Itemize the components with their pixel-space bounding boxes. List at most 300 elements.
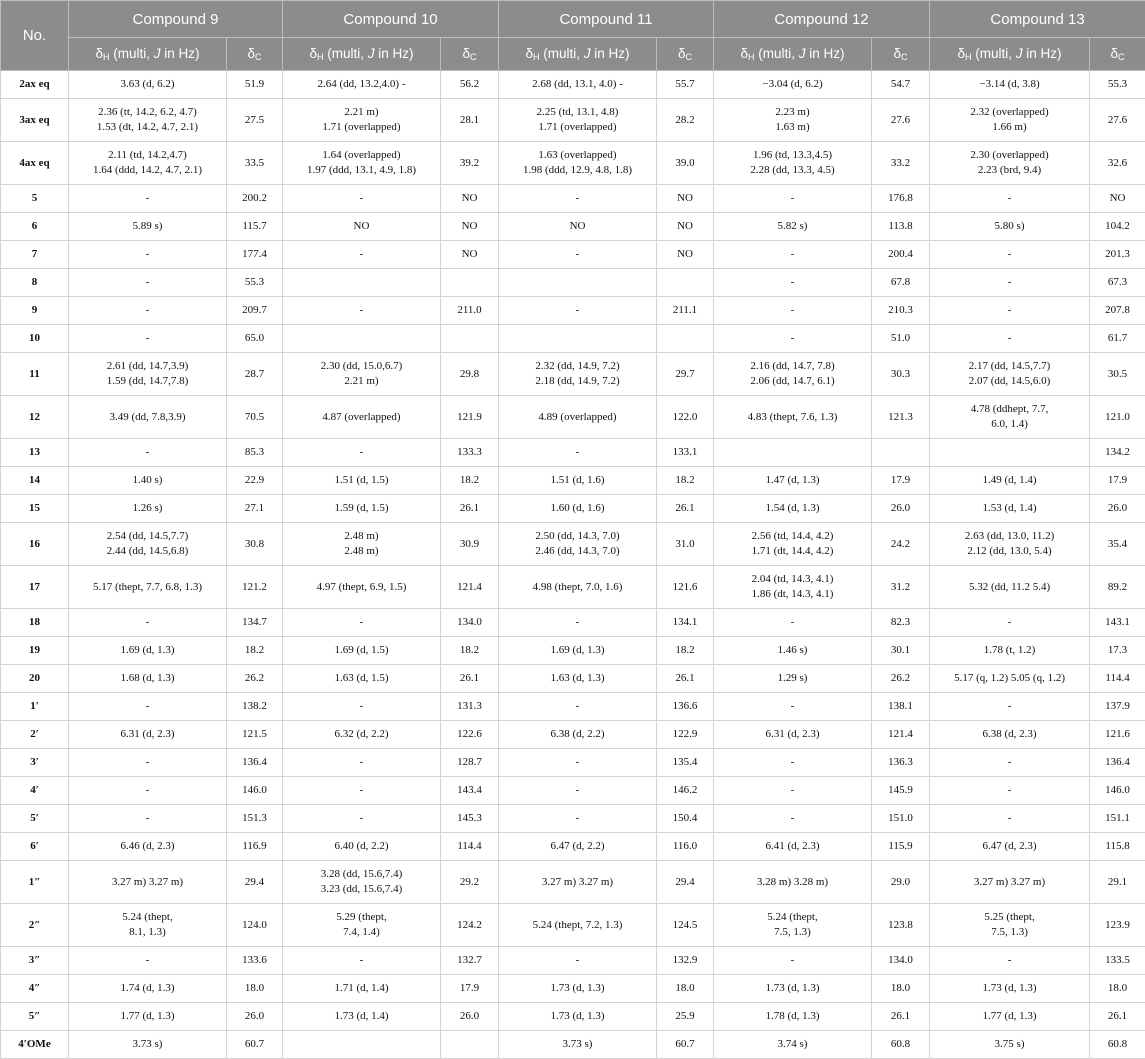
position-label: 5 <box>1 185 69 213</box>
delta-c-cell: 89.2 <box>1090 566 1145 609</box>
delta-c-cell: 82.3 <box>872 609 930 637</box>
delta-h-cell: - <box>714 749 872 777</box>
delta-c-cell: 22.9 <box>227 467 283 495</box>
header-compound: Compound 11 <box>499 1 714 38</box>
delta-h-cell: 5.25 (thept, 7.5, 1.3) <box>930 904 1090 947</box>
delta-c-cell: 123.9 <box>1090 904 1145 947</box>
delta-h-cell: 2.04 (td, 14.3, 4.1) 1.86 (dt, 14.3, 4.1) <box>714 566 872 609</box>
delta-c-cell: 123.8 <box>872 904 930 947</box>
delta-c-cell <box>657 325 714 353</box>
delta-c-cell: 122.6 <box>441 721 499 749</box>
table-row <box>1 721 1145 749</box>
delta-h-text: (multi, <box>540 46 584 61</box>
delta-c-cell: 55.3 <box>227 269 283 297</box>
header-delta-c <box>227 38 283 71</box>
delta-c-cell: 85.3 <box>227 439 283 467</box>
delta-h-cell: - <box>714 297 872 325</box>
position-label: 2″ <box>1 904 69 947</box>
delta-h-cell: - <box>69 325 227 353</box>
table-row <box>1 297 1145 325</box>
delta-c-cell: 17.9 <box>872 467 930 495</box>
delta-c-cell: 124.0 <box>227 904 283 947</box>
position-label: 3ax eq <box>1 99 69 142</box>
delta-c-cell: 65.0 <box>227 325 283 353</box>
delta-h-cell: - <box>714 325 872 353</box>
delta-h-cell: - <box>930 297 1090 325</box>
delta-h-cell: 1.73 (d, 1.3) <box>714 975 872 1003</box>
delta-h-cell: 3.75 s) <box>930 1031 1090 1059</box>
delta-c-cell: 60.8 <box>1090 1031 1145 1059</box>
delta-h-symbol: δ <box>95 46 103 61</box>
delta-c-cell: 29.0 <box>872 861 930 904</box>
delta-h-cell: 2.32 (dd, 14.9, 7.2) 2.18 (dd, 14.9, 7.2) <box>499 353 657 396</box>
delta-h-cell: 2.61 (dd, 14.7,3.9) 1.59 (dd, 14.7,7.8) <box>69 353 227 396</box>
delta-h-cell <box>714 439 872 467</box>
delta-h-cell: - <box>499 749 657 777</box>
delta-c-cell: 146.0 <box>1090 777 1145 805</box>
delta-h-cell: - <box>283 947 441 975</box>
delta-h-cell: 5.17 (q, 1.2) 5.05 (q, 1.2) <box>930 665 1090 693</box>
delta-c-cell: 121.2 <box>227 566 283 609</box>
delta-h-cell: 2.36 (tt, 14.2, 6.2, 4.7) 1.53 (dt, 14.2, 4.7, 2.1) <box>69 99 227 142</box>
table-row <box>1 665 1145 693</box>
delta-h-cell: - <box>69 693 227 721</box>
delta-h-cell: 2.23 m) 1.63 m) <box>714 99 872 142</box>
delta-c-cell: 29.1 <box>1090 861 1145 904</box>
delta-c-cell <box>441 269 499 297</box>
position-label: 19 <box>1 637 69 665</box>
delta-h-cell: 1.59 (d, 1.5) <box>283 495 441 523</box>
delta-h-cell <box>499 269 657 297</box>
delta-h-cell: NO <box>283 213 441 241</box>
header-compound: Compound 10 <box>283 1 499 38</box>
delta-c-subscript: C <box>901 52 908 62</box>
delta-c-cell: 150.4 <box>657 805 714 833</box>
delta-c-cell: 27.6 <box>872 99 930 142</box>
delta-h-symbol: δ <box>309 46 317 61</box>
delta-h-subscript: H <box>317 52 324 62</box>
delta-h-cell: 2.11 (td, 14.2,4.7) 1.64 (ddd, 14.2, 4.7, 2.1) <box>69 142 227 185</box>
delta-c-cell: NO <box>657 213 714 241</box>
delta-h-cell: 1.53 (d, 1.4) <box>930 495 1090 523</box>
delta-c-cell: 26.2 <box>227 665 283 693</box>
delta-c-cell: 115.7 <box>227 213 283 241</box>
delta-h-cell: 1.73 (d, 1.3) <box>499 1003 657 1031</box>
delta-c-cell: 30.1 <box>872 637 930 665</box>
delta-h-cell: 1.74 (d, 1.3) <box>69 975 227 1003</box>
table-row <box>1 805 1145 833</box>
position-label: 17 <box>1 566 69 609</box>
delta-c-cell: 29.7 <box>657 353 714 396</box>
position-label: 8 <box>1 269 69 297</box>
delta-c-cell: 211.0 <box>441 297 499 325</box>
delta-h-cell: 2.48 m) 2.48 m) <box>283 523 441 566</box>
delta-h-cell: 4.97 (thept, 6.9, 1.5) <box>283 566 441 609</box>
delta-c-cell: 116.9 <box>227 833 283 861</box>
delta-h-cell: 3.63 (d, 6.2) <box>69 71 227 99</box>
delta-c-cell: 176.8 <box>872 185 930 213</box>
delta-c-cell: 133.5 <box>1090 947 1145 975</box>
delta-c-cell: 136.6 <box>657 693 714 721</box>
table-row <box>1 213 1145 241</box>
delta-c-cell: 30.3 <box>872 353 930 396</box>
delta-c-cell: 115.9 <box>872 833 930 861</box>
delta-h-cell: - <box>714 269 872 297</box>
delta-c-cell: 207.8 <box>1090 297 1145 325</box>
delta-c-cell: 143.4 <box>441 777 499 805</box>
delta-c-subscript: C <box>255 52 262 62</box>
delta-c-cell: NO <box>441 213 499 241</box>
delta-h-cell: 1.54 (d, 1.3) <box>714 495 872 523</box>
delta-c-cell: 122.0 <box>657 396 714 439</box>
delta-h-cell: −3.14 (d, 3.8) <box>930 71 1090 99</box>
delta-c-cell <box>657 269 714 297</box>
header-delta-c <box>657 38 714 71</box>
delta-h-cell: 2.54 (dd, 14.5,7.7) 2.44 (dd, 14.5,6.8) <box>69 523 227 566</box>
delta-c-cell: 33.5 <box>227 142 283 185</box>
delta-h-cell: - <box>69 749 227 777</box>
delta-h-cell: 2.30 (dd, 15.0,6.7) 2.21 m) <box>283 353 441 396</box>
delta-c-cell: 18.2 <box>441 467 499 495</box>
table-row <box>1 975 1145 1003</box>
delta-h-cell: - <box>930 241 1090 269</box>
delta-h-cell: 2.17 (dd, 14.5,7.7) 2.07 (dd, 14.5,6.0) <box>930 353 1090 396</box>
delta-h-cell: 3.74 s) <box>714 1031 872 1059</box>
delta-c-cell: 113.8 <box>872 213 930 241</box>
position-label: 20 <box>1 665 69 693</box>
delta-h-cell <box>283 325 441 353</box>
table-row <box>1 353 1145 396</box>
delta-h-cell: 5.32 (dd, 11.2 5.4) <box>930 566 1090 609</box>
delta-h-cell: - <box>930 947 1090 975</box>
delta-h-cell: 6.40 (d, 2.2) <box>283 833 441 861</box>
delta-c-cell: 124.5 <box>657 904 714 947</box>
delta-c-cell: 17.3 <box>1090 637 1145 665</box>
delta-h-cell: 1.49 (d, 1.4) <box>930 467 1090 495</box>
delta-h-cell: 5.29 (thept, 7.4, 1.4) <box>283 904 441 947</box>
delta-h-cell: 2.50 (dd, 14.3, 7.0) 2.46 (dd, 14.3, 7.0) <box>499 523 657 566</box>
delta-h-cell: 6.38 (d, 2.2) <box>499 721 657 749</box>
delta-c-cell: 29.8 <box>441 353 499 396</box>
position-label: 4″ <box>1 975 69 1003</box>
delta-h-cell: - <box>69 185 227 213</box>
delta-h-cell: - <box>930 325 1090 353</box>
delta-c-symbol: δ <box>247 46 255 61</box>
delta-c-cell: 33.2 <box>872 142 930 185</box>
delta-c-cell: 26.1 <box>441 665 499 693</box>
delta-h-cell: - <box>499 241 657 269</box>
delta-h-cell: 1.73 (d, 1.3) <box>499 975 657 1003</box>
delta-h-cell: 6.41 (d, 2.3) <box>714 833 872 861</box>
delta-h-cell: - <box>283 777 441 805</box>
delta-c-cell: 151.0 <box>872 805 930 833</box>
table-row <box>1 566 1145 609</box>
delta-h-cell: 6.31 (d, 2.3) <box>714 721 872 749</box>
delta-h-cell: 2.63 (dd, 13.0, 11.2) 2.12 (dd, 13.0, 5.4) <box>930 523 1090 566</box>
table-row <box>1 1003 1145 1031</box>
position-label: 3″ <box>1 947 69 975</box>
position-label: 18 <box>1 609 69 637</box>
delta-h-cell: 1.64 (overlapped) 1.97 (ddd, 13.1, 4.9, 1.8) <box>283 142 441 185</box>
position-label: 4ax eq <box>1 142 69 185</box>
table-row <box>1 947 1145 975</box>
delta-h-cell: 1.63 (d, 1.3) <box>499 665 657 693</box>
delta-c-cell: 121.5 <box>227 721 283 749</box>
delta-h-text: in Hz) <box>161 46 200 61</box>
delta-c-cell: 133.1 <box>657 439 714 467</box>
delta-c-cell: 145.3 <box>441 805 499 833</box>
delta-c-cell: 30.8 <box>227 523 283 566</box>
delta-h-cell: 4.98 (thept, 7.0, 1.6) <box>499 566 657 609</box>
position-label: 14 <box>1 467 69 495</box>
delta-c-cell: 116.0 <box>657 833 714 861</box>
delta-h-cell: 1.71 (d, 1.4) <box>283 975 441 1003</box>
delta-c-cell: NO <box>1090 185 1145 213</box>
delta-c-cell: 29.4 <box>227 861 283 904</box>
delta-c-cell: 60.8 <box>872 1031 930 1059</box>
delta-c-cell: 67.3 <box>1090 269 1145 297</box>
delta-c-subscript: C <box>470 52 477 62</box>
delta-h-cell <box>499 325 657 353</box>
header-delta-c <box>1090 38 1145 71</box>
delta-c-cell: 200.4 <box>872 241 930 269</box>
delta-c-cell: 18.2 <box>441 637 499 665</box>
delta-c-cell: 121.6 <box>1090 721 1145 749</box>
delta-h-cell: - <box>499 439 657 467</box>
delta-c-cell: 28.1 <box>441 99 499 142</box>
header-delta-c <box>441 38 499 71</box>
delta-c-symbol: δ <box>678 46 686 61</box>
delta-h-j: J <box>799 46 806 61</box>
delta-c-cell <box>441 325 499 353</box>
delta-c-cell: 56.2 <box>441 71 499 99</box>
delta-h-cell: - <box>69 609 227 637</box>
delta-h-cell: 5.17 (thept, 7.7, 6.8, 1.3) <box>69 566 227 609</box>
delta-h-cell: 5.24 (thept, 7.5, 1.3) <box>714 904 872 947</box>
delta-h-cell: - <box>714 609 872 637</box>
delta-h-j: J <box>154 46 161 61</box>
delta-h-cell: 1.69 (d, 1.3) <box>499 637 657 665</box>
position-label: 5″ <box>1 1003 69 1031</box>
delta-h-text: in Hz) <box>591 46 630 61</box>
delta-c-cell: 24.2 <box>872 523 930 566</box>
delta-h-cell: 5.82 s) <box>714 213 872 241</box>
delta-c-cell: 136.4 <box>1090 749 1145 777</box>
delta-c-cell: 114.4 <box>1090 665 1145 693</box>
delta-c-cell: 30.9 <box>441 523 499 566</box>
delta-c-cell: 18.0 <box>872 975 930 1003</box>
position-label: 2′ <box>1 721 69 749</box>
delta-h-cell: 4.78 (ddhept, 7.7, 6.0, 1.4) <box>930 396 1090 439</box>
delta-c-cell: 26.1 <box>1090 1003 1145 1031</box>
table-row <box>1 637 1145 665</box>
delta-h-text: in Hz) <box>1023 46 1062 61</box>
delta-h-cell: 5.24 (thept, 7.2, 1.3) <box>499 904 657 947</box>
delta-c-cell: 31.2 <box>872 566 930 609</box>
delta-h-cell: 1.73 (d, 1.4) <box>283 1003 441 1031</box>
delta-h-cell <box>283 269 441 297</box>
delta-c-cell <box>872 439 930 467</box>
delta-c-cell: 39.2 <box>441 142 499 185</box>
table-body <box>1 71 1145 1059</box>
delta-h-cell: 5.24 (thept, 8.1, 1.3) <box>69 904 227 947</box>
delta-h-cell: - <box>930 693 1090 721</box>
delta-c-cell: 200.2 <box>227 185 283 213</box>
delta-h-cell: - <box>714 805 872 833</box>
table-row <box>1 1031 1145 1059</box>
delta-c-cell: 132.7 <box>441 947 499 975</box>
delta-h-cell: - <box>69 269 227 297</box>
header-compound: Compound 12 <box>714 1 930 38</box>
delta-c-cell: 18.0 <box>1090 975 1145 1003</box>
position-label: 13 <box>1 439 69 467</box>
table-row <box>1 325 1145 353</box>
delta-c-cell: 28.7 <box>227 353 283 396</box>
delta-h-cell: 1.69 (d, 1.5) <box>283 637 441 665</box>
delta-h-cell: 6.47 (d, 2.3) <box>930 833 1090 861</box>
header-compound: Compound 9 <box>69 1 283 38</box>
delta-h-cell: 6.31 (d, 2.3) <box>69 721 227 749</box>
delta-h-cell: 2.21 m) 1.71 (overlapped) <box>283 99 441 142</box>
delta-c-cell: 134.2 <box>1090 439 1145 467</box>
delta-h-cell: 2.68 (dd, 13.1, 4.0) - <box>499 71 657 99</box>
delta-h-cell: - <box>283 185 441 213</box>
delta-h-cell: 1.51 (d, 1.6) <box>499 467 657 495</box>
delta-h-j: J <box>1016 46 1023 61</box>
delta-c-cell: 27.5 <box>227 99 283 142</box>
delta-c-cell: 137.9 <box>1090 693 1145 721</box>
delta-c-cell: 201.3 <box>1090 241 1145 269</box>
delta-c-cell: 145.9 <box>872 777 930 805</box>
table-row <box>1 71 1145 99</box>
table-row <box>1 269 1145 297</box>
delta-c-cell: 29.2 <box>441 861 499 904</box>
delta-c-cell <box>441 1031 499 1059</box>
delta-c-cell: 114.4 <box>441 833 499 861</box>
delta-h-cell: 5.89 s) <box>69 213 227 241</box>
delta-h-subscript: H <box>533 52 540 62</box>
delta-c-cell: NO <box>441 185 499 213</box>
position-label: 4′OMe <box>1 1031 69 1059</box>
delta-h-cell: - <box>499 297 657 325</box>
delta-c-cell: 136.4 <box>227 749 283 777</box>
header-row-compounds <box>1 1 1145 38</box>
delta-c-cell: 18.2 <box>657 467 714 495</box>
delta-h-cell: 1.63 (d, 1.5) <box>283 665 441 693</box>
delta-c-cell: 26.1 <box>441 495 499 523</box>
delta-h-cell: - <box>69 777 227 805</box>
delta-h-cell: 1.51 (d, 1.5) <box>283 467 441 495</box>
delta-h-cell: 1.69 (d, 1.3) <box>69 637 227 665</box>
delta-c-cell: 26.0 <box>1090 495 1145 523</box>
delta-c-subscript: C <box>1118 52 1125 62</box>
delta-h-cell: 2.16 (dd, 14.7, 7.8) 2.06 (dd, 14.7, 6.1) <box>714 353 872 396</box>
header-delta-h <box>930 38 1090 71</box>
delta-c-cell: 26.0 <box>872 495 930 523</box>
delta-h-cell: 6.46 (d, 2.3) <box>69 833 227 861</box>
delta-h-cell: - <box>930 609 1090 637</box>
delta-h-j: J <box>584 46 591 61</box>
delta-h-cell: −3.04 (d, 6.2) <box>714 71 872 99</box>
delta-h-cell: - <box>930 185 1090 213</box>
delta-h-cell: - <box>930 269 1090 297</box>
table-row <box>1 467 1145 495</box>
delta-c-cell: 27.1 <box>227 495 283 523</box>
delta-h-cell: 4.89 (overlapped) <box>499 396 657 439</box>
delta-c-cell: 143.1 <box>1090 609 1145 637</box>
delta-c-cell: 60.7 <box>227 1031 283 1059</box>
delta-h-cell: 2.25 (td, 13.1, 4.8) 1.71 (overlapped) <box>499 99 657 142</box>
delta-h-cell: - <box>499 185 657 213</box>
delta-h-symbol: δ <box>958 46 966 61</box>
delta-c-cell: 55.7 <box>657 71 714 99</box>
delta-c-cell: 121.6 <box>657 566 714 609</box>
delta-h-cell: 3.27 m) 3.27 m) <box>930 861 1090 904</box>
delta-h-cell: - <box>714 947 872 975</box>
delta-c-cell: 60.7 <box>657 1031 714 1059</box>
delta-h-cell: - <box>69 241 227 269</box>
delta-h-cell: 1.68 (d, 1.3) <box>69 665 227 693</box>
table-row <box>1 609 1145 637</box>
position-label: 6′ <box>1 833 69 861</box>
delta-c-cell: 26.0 <box>441 1003 499 1031</box>
delta-c-cell: 134.0 <box>441 609 499 637</box>
delta-h-subscript: H <box>103 52 110 62</box>
header-row-subcolumns <box>1 38 1145 71</box>
delta-h-cell: 5.80 s) <box>930 213 1090 241</box>
delta-c-subscript: C <box>686 52 693 62</box>
position-label: 7 <box>1 241 69 269</box>
delta-h-cell: - <box>930 805 1090 833</box>
delta-c-cell: 134.0 <box>872 947 930 975</box>
delta-c-cell: 135.4 <box>657 749 714 777</box>
delta-c-cell: 55.3 <box>1090 71 1145 99</box>
delta-h-cell: 3.73 s) <box>69 1031 227 1059</box>
delta-c-cell: NO <box>441 241 499 269</box>
delta-c-cell: 30.5 <box>1090 353 1145 396</box>
header-no: No. <box>1 1 69 71</box>
delta-h-cell: 4.87 (overlapped) <box>283 396 441 439</box>
delta-c-cell: 18.0 <box>227 975 283 1003</box>
delta-c-cell: 29.4 <box>657 861 714 904</box>
table-row <box>1 693 1145 721</box>
delta-h-cell: 1.46 s) <box>714 637 872 665</box>
delta-h-cell: - <box>283 241 441 269</box>
delta-h-cell: 1.29 s) <box>714 665 872 693</box>
delta-c-cell: 67.8 <box>872 269 930 297</box>
delta-h-cell: - <box>714 185 872 213</box>
delta-h-cell: - <box>69 947 227 975</box>
delta-c-cell: 121.0 <box>1090 396 1145 439</box>
delta-h-cell: 6.47 (d, 2.2) <box>499 833 657 861</box>
delta-h-subscript: H <box>748 52 755 62</box>
delta-c-cell: 136.3 <box>872 749 930 777</box>
delta-h-subscript: H <box>965 52 972 62</box>
delta-c-cell: 28.2 <box>657 99 714 142</box>
delta-h-cell: 1.40 s) <box>69 467 227 495</box>
delta-h-cell: - <box>930 749 1090 777</box>
delta-c-cell: 121.3 <box>872 396 930 439</box>
header-delta-c <box>872 38 930 71</box>
delta-h-cell: 1.96 (td, 13.3,4.5) 2.28 (dd, 13.3, 4.5) <box>714 142 872 185</box>
delta-h-text: (multi, <box>755 46 799 61</box>
delta-h-cell: 3.28 m) 3.28 m) <box>714 861 872 904</box>
delta-c-cell: 17.9 <box>1090 467 1145 495</box>
delta-h-cell: - <box>69 439 227 467</box>
table-row <box>1 495 1145 523</box>
delta-h-text: (multi, <box>109 46 153 61</box>
delta-h-cell: 1.78 (d, 1.3) <box>714 1003 872 1031</box>
